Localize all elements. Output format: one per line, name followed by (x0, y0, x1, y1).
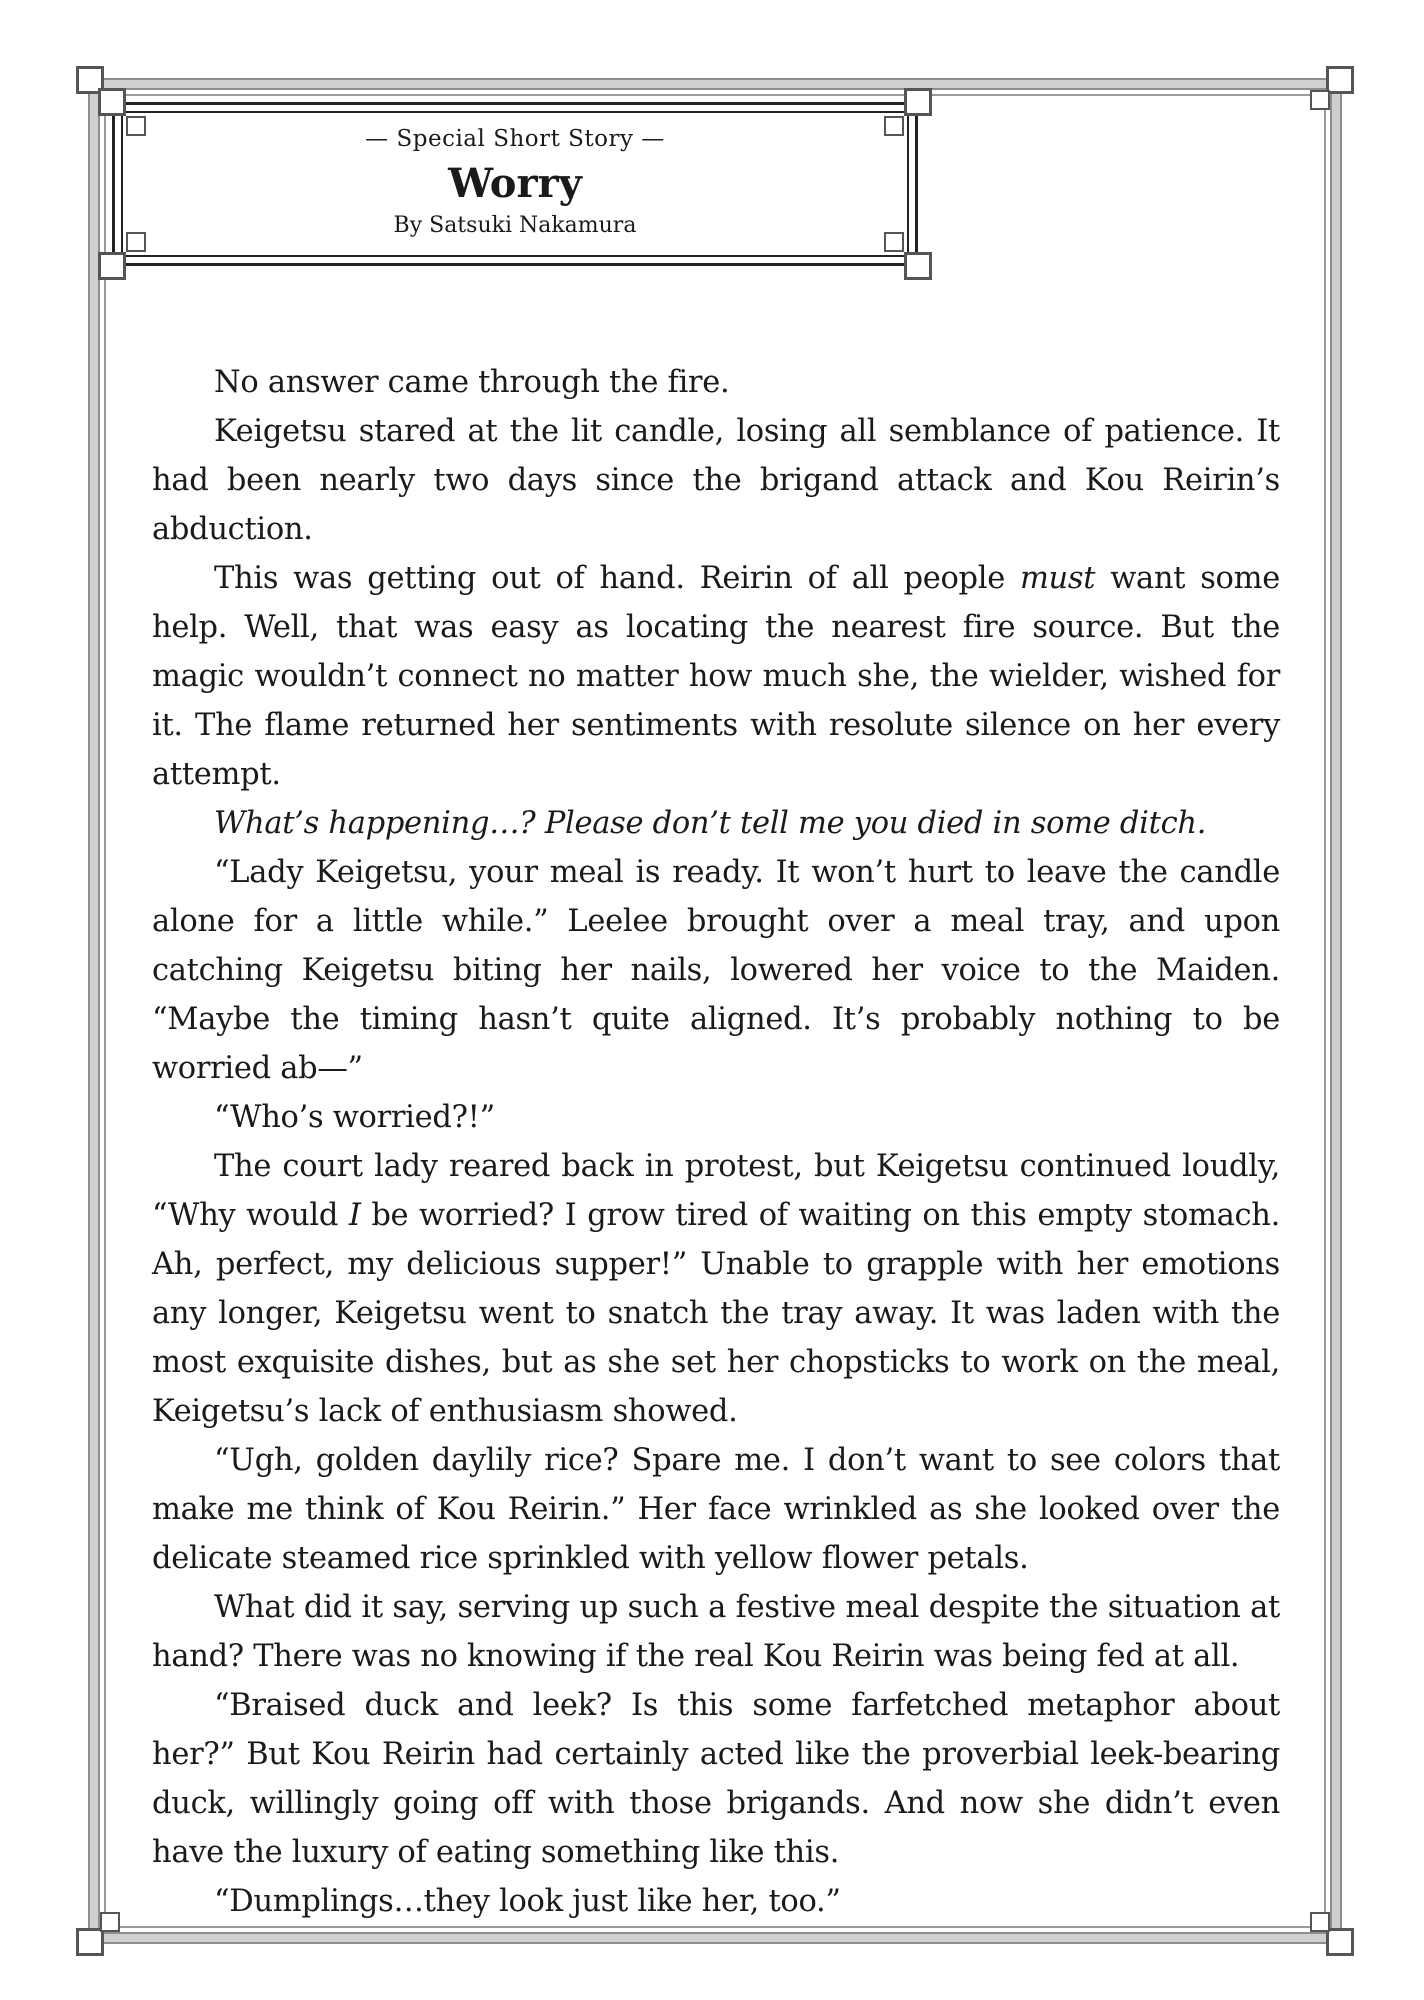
frame-corner-ornament (1326, 1928, 1354, 1956)
story-paragraph (152, 799, 1280, 848)
frame-corner-ornament (1326, 66, 1354, 94)
story-paragraph (152, 848, 1280, 1093)
title-corner-ornament (904, 88, 932, 116)
story-paragraph (152, 1436, 1280, 1583)
title-corner-ornament (98, 252, 126, 280)
story-paragraph (152, 1142, 1280, 1436)
title-text-group (112, 124, 918, 240)
story-subtitle: — Special Short Story — (365, 126, 665, 152)
story-paragraph (152, 407, 1280, 554)
paragraph-italic-text: What’s happening…? Please don’t tell me you died in some ditch. (214, 806, 1207, 841)
paragraph-text: What did it say, serving up such a festive meal despite the situation at hand? There was no knowing if the real Kou Reirin was being fed at all. (152, 1590, 1280, 1674)
paragraph-text: want some help. Well, that was easy as locating the nearest fire source. But the magic wouldn’t connect no matter how much she, the wielder, wished for it. The flame returned her sentiments with resolute silence on her every attempt. (152, 561, 1280, 792)
story-paragraph (152, 554, 1280, 799)
frame-corner-ornament (1310, 1912, 1330, 1932)
paragraph-text: This was getting out of hand. Reirin of all people (214, 561, 1020, 596)
story-title: Worry (448, 160, 582, 207)
paragraph-text: “Lady Keigetsu, your meal is ready. It won’t hurt to leave the candle alone for a little while.” Leelee brought over a meal tray, and upon catching Keigetsu biting her nails, lowered her voice to the Maiden. “Maybe the timing hasn’t quite aligned. It’s probably nothing to be worried ab—” (152, 855, 1280, 1086)
story-body (152, 358, 1280, 1926)
frame-corner-ornament (76, 1928, 104, 1956)
paragraph-text: The court lady reared back in protest, but Keigetsu continued loudly, “Why would (152, 1149, 1280, 1233)
paragraph-text: “Ugh, golden daylily rice? Spare me. I don’t want to see colors that make me think of Kou Reirin.” Her face wrinkled as she looked over the delicate steamed rice sprinkled with yellow flower petals. (152, 1443, 1280, 1576)
story-paragraph (152, 1877, 1280, 1926)
paragraph-text: be worried? I grow tired of waiting on this empty stomach. Ah, perfect, my delicious supper!” Unable to grapple with her emotions any longer, Keigetsu went to snatch the tray away. It was laden with the most exquisite dishes, but as she set her chopsticks to work on the meal, Keigetsu’s lack of enthusiasm showed. (152, 1198, 1280, 1429)
paragraph-text: No answer came through the fire. (214, 365, 730, 400)
paragraph-text: “Braised duck and leek? Is this some farfetched metaphor about her?” But Kou Reirin had certainly acted like the proverbial leek-bearing duck, willingly going off with those brigands. And now she didn’t even have the luxury of eating something like this. (152, 1688, 1280, 1870)
paragraph-text: Keigetsu stared at the lit candle, losing all semblance of patience. It had been nearly two days since the brigand attack and Kou Reirin’s abduction. (152, 414, 1280, 547)
story-paragraph (152, 1093, 1280, 1142)
story-paragraph (152, 1681, 1280, 1877)
frame-corner-ornament (100, 1912, 120, 1932)
paragraph-text: “Dumplings…they look just like her, too.” (214, 1884, 841, 1919)
paragraph-italic-text: I (348, 1198, 361, 1233)
story-paragraph (152, 1583, 1280, 1681)
title-corner-ornament (98, 88, 126, 116)
story-paragraph (152, 358, 1280, 407)
frame-corner-ornament (1310, 90, 1330, 110)
paragraph-text: “Who’s worried?!” (214, 1100, 495, 1135)
story-header (112, 102, 918, 266)
story-byline: By Satsuki Nakamura (393, 213, 637, 238)
paragraph-italic-text: must (1019, 561, 1096, 596)
title-corner-ornament (904, 252, 932, 280)
